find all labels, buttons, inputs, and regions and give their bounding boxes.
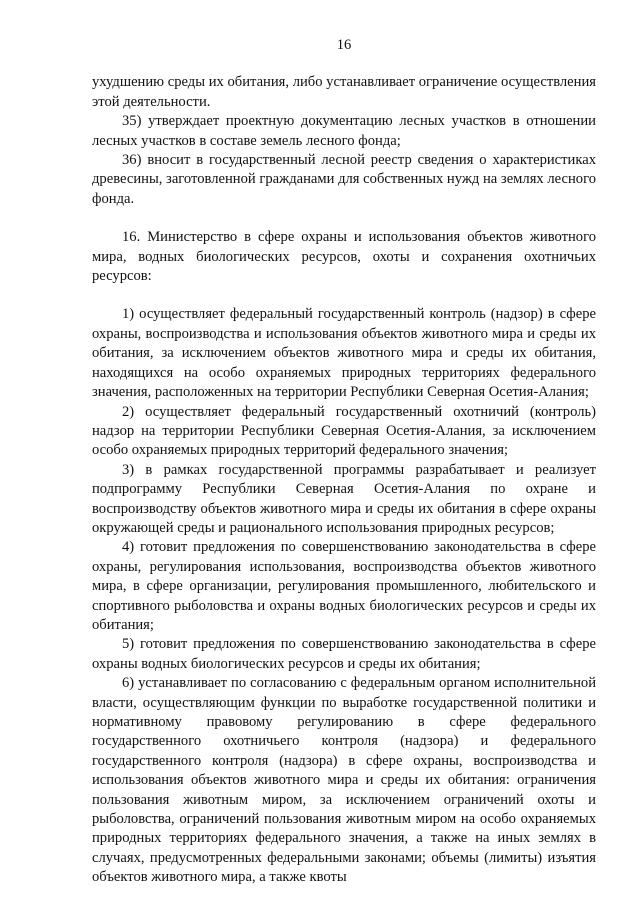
list-item: 6) устанавливает по согласованию с федеральным органом исполнительной власти, осуществляющим функции по выработке государственной политики и нормативному правовому регулированию в сфере федерального государственного охотничьего контроля (надзора) и федерального государственного контроля (надзора) в сфере охраны, воспроизводства и использования объектов животного мира и среды их обитания: ограничения пользования животным миром, за исключением ограничений охоты и рыболовства, ограничений пользования животным миром на особо охраняемых природных территориях федерального значения, а также на иных землях в случаях, предусмотренных федеральными законами; объемы (лимиты) изъятия объектов животного мира, а также квоты: [92, 675, 596, 886]
spacer: [92, 286, 596, 305]
list-item: 2) осуществляет федеральный государственный охотничий (контроль) надзор на территории Республики Северная Осетия-Алания, за исключением особо охраняемых природных территорий федерального значения;: [92, 403, 596, 459]
list-item: 1) осуществляет федеральный государственный контроль (надзор) в сфере охраны, воспроизводства и использования объектов животного мира и среды их обитания, за исключением объектов животного мира и среды их обитания, находящихся на особо охраняемых природных территориях федерального значения, расположенных на территории Республики Северная Осетия-Алания;: [92, 306, 596, 401]
paragraph-item-35: 35) утверждает проектную документацию лесных участков в отношении лесных участков в составе земель лесного фонда;: [92, 113, 596, 149]
paragraph-item-36: 36) вносит в государственный лесной реестр сведения о характеристиках древесины, заготовленной гражданами для собственных нужд на землях лесного фонда.: [92, 152, 596, 207]
list-item: 5) готовит предложения по совершенствованию законодательства в сфере охраны водных биологических ресурсов и среды их обитания;: [92, 636, 596, 672]
paragraph-continuation: ухудшению среды их обитания, либо устанавливает ограничение осуществления этой деятельности.: [92, 74, 596, 110]
section-heading: 16. Министерство в сфере охраны и использования объектов животного мира, водных биологических ресурсов, охоты и сохранения охотничьих ресурсов:: [92, 229, 596, 285]
list-item: 4) готовит предложения по совершенствованию законодательства в сфере охраны, регулирования использования, воспроизводства объектов животного мира, в сфере организации, регулирования промышленного, любительского и спортивного рыболовства и охраны водных биологических ресурсов и среды их обитания;: [92, 539, 596, 633]
spacer: [92, 209, 596, 228]
page-number: 16: [336, 37, 352, 53]
list-item: 3) в рамках государственной программы разрабатывает и реализует подпрограмму Республики Северная Осетия-Алания по охране и воспроизводству объектов животного мира и среды их обитания в сфере охраны окружающей среды и рационального использования природных ресурсов;: [92, 461, 596, 536]
